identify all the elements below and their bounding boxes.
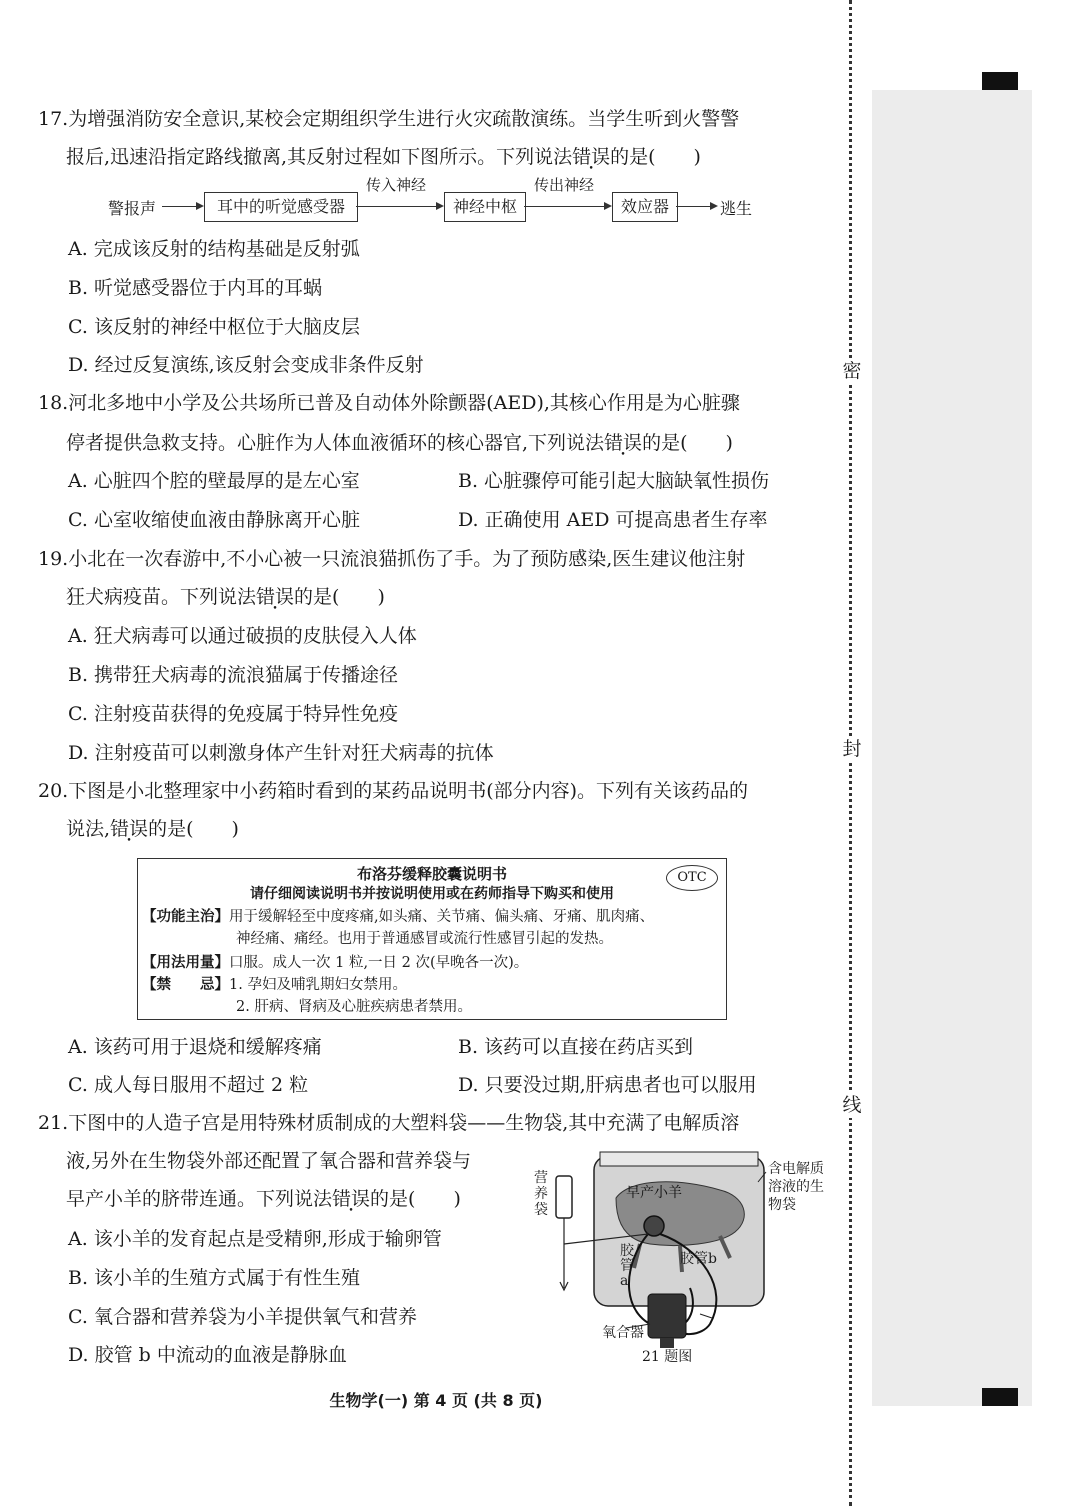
q19-option-b: B. 携带狂犬病毒的流浪猫属于传播途径 [68, 664, 399, 686]
leaflet-contraindications-cont: 2. 肝病、肾病及心脏疾病患者禁用。 [236, 999, 472, 1015]
leaflet-title: 布洛芬缓释胶囊说明书 [356, 865, 507, 883]
q19-stem-line2: 狂犬病疫苗。下列说法错误的是( ) [66, 586, 385, 608]
flow-arrow-4 [676, 206, 716, 207]
label-nutrient-bag: 营养袋 [534, 1170, 548, 1218]
page-footer: 生物学(一) 第 4 页 (共 8 页) [329, 1391, 543, 1410]
q21-option-d: D. 胶管 b 中流动的血液是静脉血 [68, 1344, 347, 1366]
seal-char-mi: 密 [840, 358, 864, 384]
flow-label-afferent: 传入神经 [366, 176, 427, 194]
flow-box-receptor: 耳中的听觉感受器 [204, 192, 358, 222]
flow-box-effector: 效应器 [612, 192, 678, 222]
q21-stem-line3: 早产小羊的脐带连通。下列说法错误的是( ) [66, 1188, 461, 1210]
q18-option-a: A. 心脏四个腔的壁最厚的是左心室 [68, 470, 360, 492]
reflex-flow-diagram [108, 176, 758, 224]
q21-option-c: C. 氧合器和营养袋为小羊提供氧气和营养 [68, 1306, 417, 1328]
leaflet-dosage: 【用法用量】口服。成人一次 1 粒,一日 2 次(早晚各一次)。 [142, 955, 529, 971]
leaflet-contraindications: 【禁 忌】1. 孕妇及哺乳期妇女禁用。 [142, 977, 407, 993]
q20-option-c: C. 成人每日服用不超过 2 粒 [68, 1074, 309, 1096]
q17-option-a: A. 完成该反射的结构基础是反射弧 [68, 238, 360, 260]
seal-char-xian: 线 [840, 1092, 864, 1118]
seal-char-feng: 封 [840, 736, 864, 762]
label-oxygenator: 氧合器 [602, 1325, 644, 1341]
registration-mark-bottom [982, 1388, 1018, 1406]
q17-option-d: D. 经过反复演练,该反射会变成非条件反射 [68, 354, 424, 376]
label-tube-a: 胶管a [620, 1243, 634, 1289]
q17-answer-blank: 的是( ) [610, 146, 701, 168]
flow-start: 警报声 [108, 199, 157, 218]
artificial-womb-figure [530, 1148, 830, 1370]
q17-stem-line2 [66, 144, 701, 170]
otc-badge: OTC [666, 865, 718, 891]
q21-option-a: A. 该小羊的发育起点是受精卵,形成于输卵管 [68, 1228, 442, 1250]
q18-option-c: C. 心室收缩使血液由静脉离开心脏 [68, 509, 360, 531]
leaflet-subtitle: 请仔细阅读说明书并按说明使用或在药师指导下购买和使用 [250, 886, 614, 902]
q17-option-b: B. 听觉感受器位于内耳的耳蜗 [68, 277, 323, 299]
registration-mark-top [982, 72, 1018, 90]
q18-emphasis: 错误 [604, 432, 643, 454]
q21-stem-line2: 液,另外在生物袋外部还配置了氧合器和营养袋与 [66, 1150, 472, 1172]
q17-stem-line1: 17.为增强消防安全意识,某校会定期组织学生进行火灾疏散演练。当学生听到火警警 [38, 108, 740, 130]
label-tube-b: 胶管b [680, 1251, 717, 1267]
flow-end: 逃生 [720, 199, 753, 218]
q18-option-b: B. 心脏骤停可能引起大脑缺氧性损伤 [458, 470, 770, 492]
q20-stem-line1: 20.下图是小北整理家中小药箱时看到的某药品说明书(部分内容)。下列有关该药品的 [38, 780, 749, 802]
q20-option-b: B. 该药可以直接在药店买到 [458, 1036, 694, 1058]
q17-stem-text: 报后,迅速沿指定路线撤离,其反射过程如下图所示。下列说法 [66, 146, 573, 168]
q18-stem-line1: 18.河北多地中小学及公共场所已普及自动体外除颤器(AED),其核心作用是为心脏骤 [38, 392, 740, 414]
q20-option-d: D. 只要没过期,肝病患者也可以服用 [458, 1074, 757, 1096]
label-bio-bag: 含电解质溶液的生物袋 [768, 1161, 824, 1213]
q19-option-a: A. 狂犬病毒可以通过破损的皮肤侵入人体 [68, 625, 417, 647]
q19-option-c: C. 注射疫苗获得的免疫属于特异性免疫 [68, 703, 398, 725]
q21-emphasis: 错误 [332, 1188, 371, 1210]
flow-label-efferent: 传出神经 [534, 176, 595, 194]
q20-emphasis: 错误 [110, 818, 149, 840]
label-lamb: 早产小羊 [626, 1185, 682, 1201]
q19-option-d: D. 注射疫苗可以刺激身体产生针对狂犬病毒的抗体 [68, 742, 494, 764]
q17-option-c: C. 该反射的神经中枢位于大脑皮层 [68, 316, 360, 338]
q18-option-d: D. 正确使用 AED 可提高患者生存率 [458, 509, 768, 531]
flow-arrow-2 [356, 206, 442, 207]
figure-caption: 21 题图 [642, 1349, 693, 1365]
q21-option-b: B. 该小羊的生殖方式属于有性生殖 [68, 1267, 361, 1289]
flow-box-center: 神经中枢 [444, 192, 526, 222]
q19-stem-line1: 19.小北在一次春游中,不小心被一只流浪猫抓伤了手。为了预防感染,医生建议他注射 [38, 548, 746, 570]
q21-stem-line1: 21.下图中的人造子宫是用特殊材质制成的大塑料袋——生物袋,其中充满了电解质溶 [38, 1112, 740, 1134]
q19-emphasis: 错误 [256, 586, 295, 608]
q20-stem-line2: 说法,错误的是( ) [66, 818, 239, 840]
leaflet-indications-cont: 神经痛、痛经。也用于普通感冒或流行性感冒引起的发热。 [236, 931, 613, 947]
leaflet-indications: 【功能主治】用于缓解轻至中度疼痛,如头痛、关节痛、偏头痛、牙痛、肌肉痛、 [142, 909, 655, 925]
medicine-leaflet [137, 858, 727, 1020]
q18-stem-line2: 停者提供急救支持。心脏作为人体血液循环的核心器官,下列说法错误的是( ) [66, 432, 733, 454]
q20-option-a: A. 该药可用于退烧和缓解疼痛 [68, 1036, 322, 1058]
q17-emphasis: 错误 [572, 146, 611, 168]
flow-arrow-3 [524, 206, 610, 207]
flow-arrow-1 [162, 206, 202, 207]
binding-margin [872, 90, 1032, 1406]
